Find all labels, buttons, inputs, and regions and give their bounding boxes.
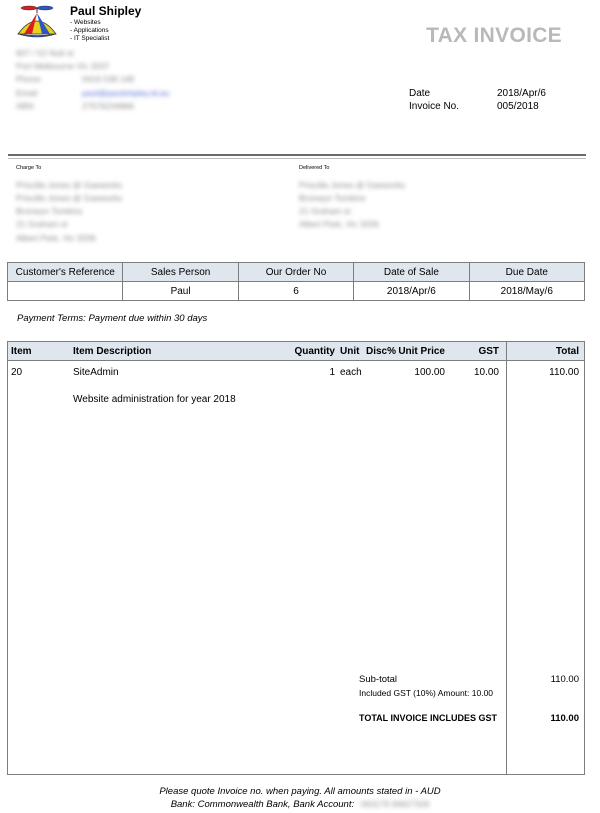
charge-to-line: Albert Park, Vic 3206 [16,233,96,243]
sales-person-value: Paul [123,282,238,301]
header-divider [8,154,586,156]
discount-header: Disc% [366,346,397,357]
grand-total-label: TOTAL INVOICE INCLUDES GST [359,713,498,723]
item-gst: 10.00 [473,367,499,378]
order-number-value: 6 [238,282,353,301]
gst-header: GST [478,346,499,357]
charge-to-line: Bronwyn Tomkins [16,206,83,216]
customer-reference-header: Customer's Reference [8,263,123,282]
footer-bank [0,799,600,810]
header-divider-thin [8,158,586,159]
delivered-to-line: Albert Park, Vic 3206 [299,219,379,229]
charge-to-line: 21 Graham st [16,219,68,229]
due-date-value: 2018/May/6 [469,282,584,301]
sender-address-line: 607 / 52 Nott st [16,48,74,58]
payment-terms: Payment Terms: Payment due within 30 days [17,313,208,324]
tagline: - IT Specialist [70,35,110,42]
item-code: 20 [11,367,23,378]
total-column-divider [506,341,507,775]
sender-abn-value: 27576234866 [82,101,135,111]
unit-price-header: Unit Price [398,346,445,357]
order-number-header: Our Order No [238,263,353,282]
charge-to-line: Priscilla Jones @ Gaeworks [16,193,122,203]
sender-phone-label: Phone [16,74,41,84]
customer-reference-value [8,282,123,301]
item-unit-price: 100.00 [414,367,445,378]
sender-email-link[interactable]: paul@paulshipley.id.au [82,88,170,98]
item-description: SiteAdmin [73,367,119,378]
invoice-date-label: Date [409,88,431,99]
charge-to-heading: Charge To [16,165,42,171]
reference-table-row [8,282,585,301]
total-header: Total [555,346,579,357]
item-header: Item [11,346,32,357]
invoice-number-value: 005/2018 [497,101,539,112]
invoice-date-value: 2018/Apr/6 [497,88,546,99]
description-header: Item Description [73,346,152,357]
gst-included-label: Included GST (10%) Amount: 10.00 [359,688,494,698]
items-table [7,341,585,775]
footer-bank-label: Bank: Commonwealth Bank, Bank Account: [170,799,355,810]
grand-total-value: 110.00 [550,713,579,724]
sales-person-header: Sales Person [123,263,238,282]
sender-phone-value: 0419 538 148 [82,74,134,84]
document-title: TAX INVOICE [426,24,562,47]
item-note: Website administration for year 2018 [73,394,236,405]
sender-address-line: Port Melbourne Vic 3207 [16,61,110,71]
subtotal-value: 110.00 [550,674,579,685]
quantity-header: Quantity [294,346,335,357]
reference-table-header-row [8,263,585,282]
item-total: 110.00 [549,367,579,378]
delivered-to-line: 21 Graham st [299,206,351,216]
footer-bank-account: 063179 00627326 [360,799,430,809]
due-date-header: Due Date [469,263,584,282]
delivered-to-heading: Delivered To [299,165,330,171]
charge-to-line: Priscilla Jones @ Gaeworks [16,180,122,190]
date-of-sale-header: Date of Sale [354,263,469,282]
propeller-cap-icon [14,4,60,42]
sender-abn-label: ABN [16,101,34,111]
unit-header: Unit [340,346,360,357]
tagline: - Applications [70,27,109,34]
tagline: - Websites [70,19,101,26]
delivered-to-line: Priscilla Jones @ Gaeworks [299,180,405,190]
sender-email-label: Email [16,88,38,98]
reference-table [7,262,585,301]
item-unit: each [340,367,362,378]
footer-note: Please quote Invoice no. when paying. All amounts stated in - AUD [159,786,441,797]
company-name: Paul Shipley [70,4,142,18]
date-of-sale-value: 2018/Apr/6 [354,282,469,301]
delivered-to-line: Bronwyn Tomkins [299,193,366,203]
item-quantity: 1 [329,367,335,378]
invoice-number-label: Invoice No. [409,101,460,112]
subtotal-label: Sub-total [359,674,398,685]
